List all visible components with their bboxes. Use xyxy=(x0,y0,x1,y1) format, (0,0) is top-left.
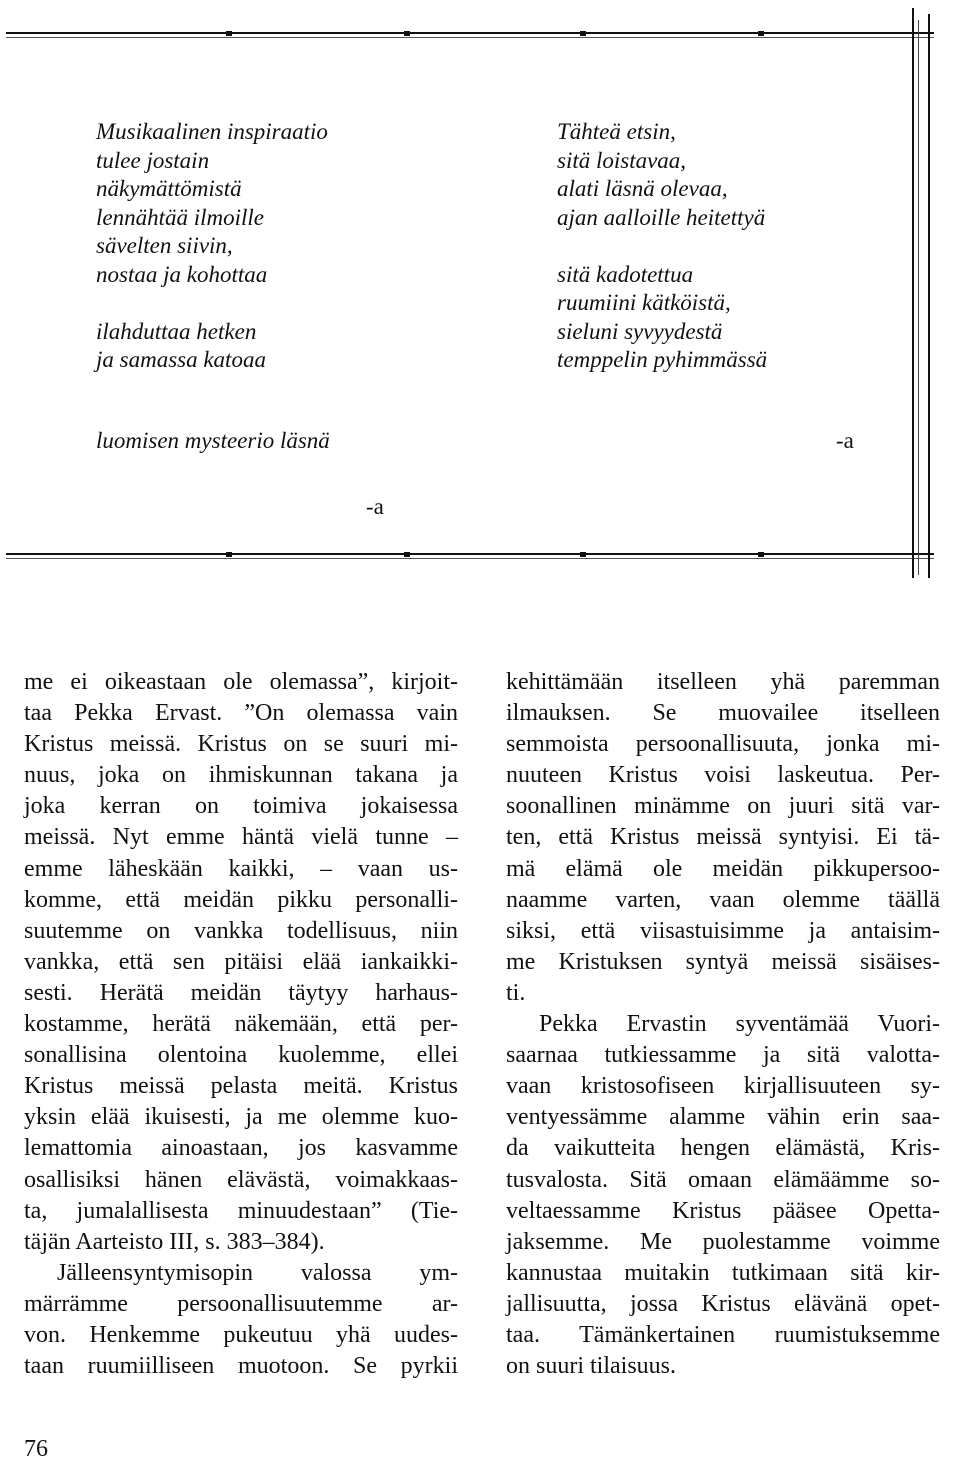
text-line: Jälleensyntymisopin valossa ym- xyxy=(57,1259,458,1286)
text-line: taan ruumiilliseen muotoon. Se pyrkii xyxy=(24,1353,458,1380)
text-line: joka kerran on toimiva jokaisessa xyxy=(24,793,458,820)
poem-line: ajan aalloille heitettyä xyxy=(557,204,766,230)
frame-bottom-rule xyxy=(6,553,934,555)
text-line: Kristus meissä pelasta meitä. Kristus xyxy=(24,1073,458,1100)
poem-line: ja samassa katoaa xyxy=(96,347,266,372)
poem-line: sieluni syvyydestä xyxy=(557,318,723,344)
text-line: jaksemme. Me puolestamme voimme xyxy=(506,1228,940,1255)
text-line: kannustaa muitakin tutkimaan sitä kir- xyxy=(506,1259,940,1286)
frame-bottom-rule-inner xyxy=(6,558,934,559)
text-line: nuuteen Kristus voisi laskeutua. Per- xyxy=(506,762,940,789)
poem-line: temppelin pyhimmässä xyxy=(557,347,768,372)
frame-ornament xyxy=(580,552,586,557)
article-right-column xyxy=(506,667,940,1382)
text-line: saarnaa tutkiessamme ja sitä valotta- xyxy=(506,1042,940,1069)
poem-suffix-center: -a xyxy=(366,494,384,519)
frame-ornament xyxy=(404,31,410,36)
poem-line: Tähteä etsin, xyxy=(557,119,676,144)
poem-line: nostaa ja kohottaa xyxy=(96,261,268,287)
text-line: me ei oikeastaan ole olemassa”, kirjoit- xyxy=(24,669,458,695)
poem-right-stanza xyxy=(557,118,767,375)
stanza-gap xyxy=(96,289,328,318)
frame-ornament xyxy=(404,552,410,557)
text-line: jallisuutta, jossa Kristus elävänä opet- xyxy=(506,1290,940,1317)
text-line: da vaikutteita hengen elämästä, Kris- xyxy=(506,1135,940,1162)
frame-right-rule-inner xyxy=(918,20,919,575)
text-line: Kristus meissä. Kristus on se suuri mi- xyxy=(24,731,458,758)
poem-line: sitä loistavaa, xyxy=(557,147,687,173)
text-line: taa. Tämänkertainen ruumistuksemme xyxy=(506,1321,940,1348)
text-line: märrämme persoonallisuutemme ar- xyxy=(24,1290,458,1317)
text-line: lemattomia ainoastaan, jos kasvamme xyxy=(24,1135,458,1162)
text-line: osallisiksi hänen elävästä, voimakkaas- xyxy=(24,1166,458,1193)
frame-ornament xyxy=(758,552,764,557)
text-line: kostamme, herätä näkemään, että per- xyxy=(24,1011,458,1038)
text-line: ti. xyxy=(506,979,526,1006)
frame-right-rule-outer xyxy=(928,14,930,578)
text-line: komme, että meidän pikku personalli- xyxy=(24,886,458,913)
text-line: semmoista persoonallisuuta, jonka mi- xyxy=(506,731,940,758)
text-line: siksi, että viisastuisimme ja antaisim- xyxy=(506,917,940,944)
text-line: tusvalosta. Sitä omaan elämäämme so- xyxy=(506,1166,940,1193)
text-line: ventyessämme alamme vähin erin saa- xyxy=(506,1104,940,1131)
text-line: me Kristuksen syntyä meissä sisäises- xyxy=(506,948,940,975)
poem-line: ilahduttaa hetken xyxy=(96,318,257,344)
text-line: suutemme on vankka todellisuus, niin xyxy=(24,917,458,944)
page-number: 76 xyxy=(24,1436,48,1462)
text-line: kehittämään itselleen yhä paremman xyxy=(506,669,940,695)
text-line: ta, jumalallisesta minuudestaan” (Tie- xyxy=(24,1197,458,1224)
text-line: täjän Aarteisto III, s. 383–384). xyxy=(24,1228,325,1255)
text-line: on suuri tilaisuus. xyxy=(506,1353,677,1380)
poem-line: sitä kadotettua xyxy=(557,261,694,287)
poem-line: lennähtää ilmoille xyxy=(96,204,265,230)
article-left-column xyxy=(24,667,458,1382)
text-line: ten, että Kristus meissä syntyisi. Ei tä- xyxy=(506,824,940,851)
poem-line: tulee jostain xyxy=(96,147,210,173)
text-line: mä elämä ole meidän pikkupersoo- xyxy=(506,855,940,882)
text-line: von. Henkemme pukeutuu yhä uudes- xyxy=(24,1321,458,1348)
frame-ornament xyxy=(226,552,232,557)
frame-top-rule xyxy=(6,32,934,34)
text-line: vaan kristosofiseen kirjallisuuteen sy- xyxy=(506,1073,940,1100)
stanza-gap xyxy=(557,232,767,261)
text-line: nuus, joka on ihmiskunnan takana ja xyxy=(24,762,458,789)
text-line: yksin elää ikuisesti, ja me olemme kuo- xyxy=(24,1104,458,1131)
text-line: taa Pekka Ervast. ”On olemassa vain xyxy=(24,700,458,727)
poem-line: alati läsnä olevaa, xyxy=(557,176,728,201)
poem-line: ruumiini kätköistä, xyxy=(557,290,731,315)
poem-footer-line: luomisen mysteerio läsnä xyxy=(96,428,330,453)
text-line: Pekka Ervastin syventämää Vuori- xyxy=(539,1011,940,1038)
poem-line: sävelten siivin, xyxy=(96,233,233,258)
text-line: sonallisina olentoina kuolemme, ellei xyxy=(24,1042,458,1069)
poem-line: Musikaalinen inspiraatio xyxy=(96,119,328,144)
frame-ornament xyxy=(758,31,764,36)
text-line: veltaessamme Kristus pääsee Opetta- xyxy=(506,1197,940,1224)
frame-right-rule xyxy=(912,8,914,578)
text-line: ilmauksen. Se muovailee itselleen xyxy=(506,700,940,727)
text-line: naamme varten, vaan olemme täällä xyxy=(506,886,940,913)
frame-ornament xyxy=(226,31,232,36)
text-line: vankka, että sen pitäisi elää iankaikki- xyxy=(24,948,458,975)
frame-top-rule-inner xyxy=(6,37,934,38)
poem-suffix-right: -a xyxy=(836,428,854,453)
text-line: soonallinen minämme on juuri sitä var- xyxy=(506,793,940,820)
text-line: emme läheskään kaikki, – vaan us- xyxy=(24,855,458,882)
text-line: meissä. Nyt emme häntä vielä tunne – xyxy=(24,824,458,851)
poem-line: näkymättömistä xyxy=(96,176,242,201)
frame-ornament xyxy=(580,31,586,36)
text-line: sesti. Herätä meidän täytyy harhaus- xyxy=(24,979,458,1006)
poem-left-stanza xyxy=(96,118,328,375)
